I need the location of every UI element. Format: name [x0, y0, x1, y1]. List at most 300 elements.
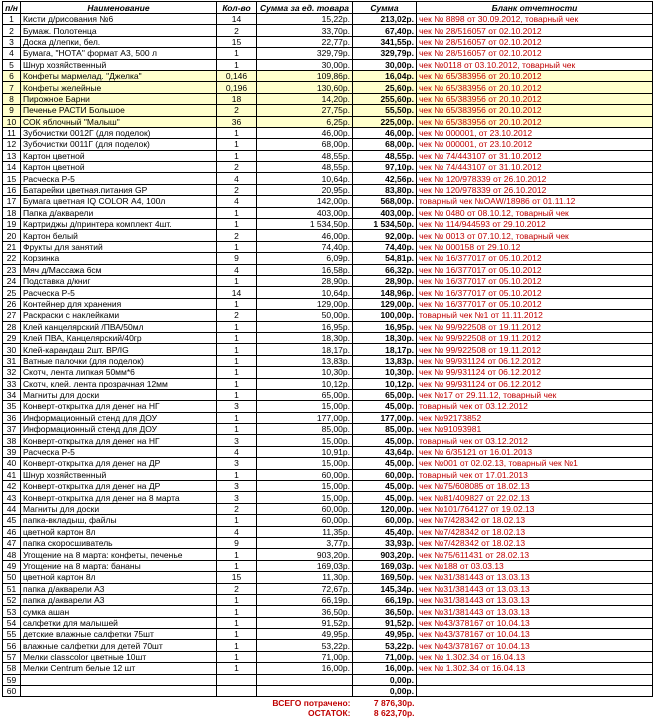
item-document: товарный чек от 17.01.2013 [417, 469, 653, 480]
header-unit-price: Сумма за ед. товара [257, 2, 353, 14]
row-number: 49 [3, 560, 21, 571]
table-row [3, 36, 653, 47]
balance-value: 8 623,70р. [373, 708, 415, 718]
item-document: чек №92173852 [417, 412, 653, 423]
item-sum: 66,32р. [353, 264, 417, 275]
table-row [3, 560, 653, 571]
item-unit-price: 53,22р. [257, 640, 353, 651]
item-unit-price: 11,30р. [257, 572, 353, 583]
item-document: чек № 65/383956 от 20.10.2012 [417, 105, 653, 116]
item-sum: 403,00р. [353, 207, 417, 218]
item-name: сумка ашан [21, 606, 217, 617]
item-name: Конверт-открытка для денег на ДР [21, 458, 217, 469]
item-qty: 1 [217, 367, 257, 378]
item-qty: 3 [217, 492, 257, 503]
item-name: Магниты для доски [21, 503, 217, 514]
item-qty: 1 [217, 549, 257, 560]
item-unit-price: 109,86р. [257, 70, 353, 81]
item-qty: 1 [217, 219, 257, 230]
item-document: товарный чек №1 от 11.11.2012 [417, 310, 653, 321]
item-document: чек №188 от 03.03.13 [417, 560, 653, 571]
item-document: чек № 6/35121 от 16.01.2013 [417, 446, 653, 457]
item-sum: 255,60р. [353, 93, 417, 104]
item-unit-price: 16,58р. [257, 264, 353, 275]
table-row [3, 378, 653, 389]
row-number: 40 [3, 458, 21, 469]
item-qty [217, 674, 257, 685]
header-qty: Кол-во [217, 2, 257, 14]
table-row [3, 127, 653, 138]
item-name: Мелки Centrum белые 12 шт [21, 663, 217, 674]
item-qty: 2 [217, 583, 257, 594]
table-row [3, 537, 653, 548]
item-unit-price: 1 534,50р. [257, 219, 353, 230]
row-number: 50 [3, 572, 21, 583]
item-document: товарный чек от 03.12.2012 [417, 435, 653, 446]
item-qty: 1 [217, 412, 257, 423]
item-name: Кисти д/рисования №6 [21, 14, 217, 25]
item-sum: 54,81р. [353, 253, 417, 264]
item-name: цветной картон 8л [21, 526, 217, 537]
item-unit-price: 10,64р. [257, 287, 353, 298]
row-number: 5 [3, 59, 21, 70]
item-qty: 1 [217, 241, 257, 252]
item-document: чек № 99/922508 от 19.11.2012 [417, 332, 653, 343]
table-row [3, 469, 653, 480]
row-number: 45 [3, 515, 21, 526]
item-unit-price: 60,00р. [257, 503, 353, 514]
table-row [3, 458, 653, 469]
item-sum: 91,52р. [353, 617, 417, 628]
item-name: Бумага, "НОТА" формат А3, 500 л [21, 48, 217, 59]
row-number: 31 [3, 355, 21, 366]
item-sum: 0,00р. [353, 674, 417, 685]
table-row [3, 298, 653, 309]
item-name: Пирожное Барни [21, 93, 217, 104]
item-name [21, 686, 217, 697]
item-document: чек №43/378167 от 10.04.13 [417, 617, 653, 628]
header-sum: Сумма [353, 2, 417, 14]
item-name: Печенье РАСТИ Большое [21, 105, 217, 116]
item-unit-price: 10,12р. [257, 378, 353, 389]
item-sum: 177,00р. [353, 412, 417, 423]
item-sum: 28,90р. [353, 275, 417, 286]
item-sum: 903,20р. [353, 549, 417, 560]
table-row [3, 503, 653, 514]
item-document: чек № 28/516057 от 02.10.2012 [417, 25, 653, 36]
item-sum: 43,64р. [353, 446, 417, 457]
row-number: 39 [3, 446, 21, 457]
item-qty: 1 [217, 59, 257, 70]
item-unit-price: 13,83р. [257, 355, 353, 366]
item-document: чек № 65/383956 от 20.10.2012 [417, 82, 653, 93]
item-sum: 568,00р. [353, 196, 417, 207]
item-qty: 3 [217, 401, 257, 412]
row-number: 21 [3, 241, 21, 252]
item-document: чек № 74/443107 от 31.10.2012 [417, 162, 653, 173]
item-unit-price: 10,64р. [257, 173, 353, 184]
item-document: чек № 65/383956 от 20.10.2012 [417, 70, 653, 81]
table-row [3, 435, 653, 446]
item-sum: 42,56р. [353, 173, 417, 184]
table-row [3, 150, 653, 161]
item-qty: 1 [217, 275, 257, 286]
item-qty: 1 [217, 424, 257, 435]
item-name: Магниты для доски [21, 389, 217, 400]
row-number: 41 [3, 469, 21, 480]
item-sum: 129,00р. [353, 298, 417, 309]
row-number: 54 [3, 617, 21, 628]
row-number: 55 [3, 629, 21, 640]
row-number: 38 [3, 435, 21, 446]
item-unit-price: 85,00р. [257, 424, 353, 435]
item-unit-price: 91,52р. [257, 617, 353, 628]
item-name: Клей ПВА, Канцелярский/40гр [21, 332, 217, 343]
table-row [3, 481, 653, 492]
item-name: Расческа Р-5 [21, 446, 217, 457]
item-unit-price: 15,00р. [257, 492, 353, 503]
item-sum: 10,30р. [353, 367, 417, 378]
row-number: 36 [3, 412, 21, 423]
item-qty: 1 [217, 344, 257, 355]
item-qty: 2 [217, 503, 257, 514]
item-document: чек № 120/978339 от 26.10.2012 [417, 184, 653, 195]
item-unit-price: 68,00р. [257, 139, 353, 150]
table-row [3, 515, 653, 526]
item-name: Шнур хозяйственный [21, 59, 217, 70]
item-unit-price: 60,00р. [257, 515, 353, 526]
item-sum: 97,10р. [353, 162, 417, 173]
balance-row [3, 708, 653, 718]
item-qty: 4 [217, 196, 257, 207]
row-number: 11 [3, 127, 21, 138]
row-number: 60 [3, 686, 21, 697]
item-qty: 2 [217, 310, 257, 321]
table-row [3, 93, 653, 104]
item-name: Конверт-открытка для денег на НГ [21, 401, 217, 412]
item-unit-price: 46,00р. [257, 230, 353, 241]
item-name: Бумаж. Полотенца [21, 25, 217, 36]
item-unit-price: 14,20р. [257, 93, 353, 104]
item-name: папка-вкладыш, файлы [21, 515, 217, 526]
item-document: чек № 8898 от 30.09.2012, товарный чек [417, 14, 653, 25]
item-name: цветной картон 8л [21, 572, 217, 583]
item-sum: 67,40р. [353, 25, 417, 36]
row-number: 59 [3, 674, 21, 685]
table-row [3, 219, 653, 230]
item-sum: 60,00р. [353, 469, 417, 480]
item-document [417, 686, 653, 697]
item-document: чек № 99/922508 от 19.11.2012 [417, 344, 653, 355]
item-document: чек №101/764127 от 19.02.13 [417, 503, 653, 514]
row-number: 6 [3, 70, 21, 81]
item-unit-price: 10,30р. [257, 367, 353, 378]
item-name: Конфеты мармелад. "Джелка" [21, 70, 217, 81]
row-number: 43 [3, 492, 21, 503]
item-unit-price: 6,25р. [257, 116, 353, 127]
item-name: папка д/акварели А3 [21, 594, 217, 605]
item-name: Мелки classcolor цветные 10шт [21, 651, 217, 662]
item-sum: 145,34р. [353, 583, 417, 594]
row-number: 53 [3, 606, 21, 617]
table-row [3, 526, 653, 537]
row-number: 15 [3, 173, 21, 184]
row-number: 58 [3, 663, 21, 674]
item-unit-price: 6,09р. [257, 253, 353, 264]
row-number: 17 [3, 196, 21, 207]
item-unit-price: 18,17р. [257, 344, 353, 355]
item-sum: 46,00р. [353, 127, 417, 138]
item-qty: 1 [217, 629, 257, 640]
row-number: 22 [3, 253, 21, 264]
item-qty: 15 [217, 572, 257, 583]
table-row [3, 446, 653, 457]
row-number: 30 [3, 344, 21, 355]
item-sum: 148,96р. [353, 287, 417, 298]
item-qty: 9 [217, 253, 257, 264]
table-row [3, 173, 653, 184]
item-name: папка д/акварели А3 [21, 583, 217, 594]
table-row [3, 116, 653, 127]
table-body [3, 14, 653, 697]
table-row [3, 196, 653, 207]
item-unit-price: 20,95р. [257, 184, 353, 195]
item-document: чек № 16/377017 от 05.10.2012 [417, 275, 653, 286]
item-sum: 45,40р. [353, 526, 417, 537]
item-unit-price: 11,35р. [257, 526, 353, 537]
item-name: Подставка д/книг [21, 275, 217, 286]
item-document: чек №43/378167 от 10.04.13 [417, 629, 653, 640]
item-name: Батарейки цветная.питания GP [21, 184, 217, 195]
item-document: чек №75/608085 от 18.02.13 [417, 481, 653, 492]
table-row [3, 606, 653, 617]
item-qty: 0,196 [217, 82, 257, 93]
table-row [3, 583, 653, 594]
item-sum: 0,00р. [353, 686, 417, 697]
table-row [3, 25, 653, 36]
item-name: Доска д/лепки, бел. [21, 36, 217, 47]
table-row [3, 492, 653, 503]
item-name: Корзинка [21, 253, 217, 264]
item-sum: 53,22р. [353, 640, 417, 651]
row-number: 34 [3, 389, 21, 400]
item-qty [217, 686, 257, 697]
item-sum: 92,00р. [353, 230, 417, 241]
row-number: 51 [3, 583, 21, 594]
item-sum: 60,00р. [353, 515, 417, 526]
total-spent-row [3, 697, 653, 708]
item-document: чек №0118 от 03.10.2012, товарный чек [417, 59, 653, 70]
table-row [3, 275, 653, 286]
item-document: чек №7/428342 от 18.02.13 [417, 537, 653, 548]
item-qty: 1 [217, 606, 257, 617]
item-unit-price: 169,03р. [257, 560, 353, 571]
item-document: чек № 16/377017 от 05.10.2012 [417, 298, 653, 309]
item-qty: 1 [217, 651, 257, 662]
table-row [3, 355, 653, 366]
item-sum: 71,00р. [353, 651, 417, 662]
item-document: чек №31/381443 от 13.03.13 [417, 594, 653, 605]
item-unit-price: 74,40р. [257, 241, 353, 252]
row-number: 44 [3, 503, 21, 514]
item-qty: 36 [217, 116, 257, 127]
item-unit-price: 15,00р. [257, 458, 353, 469]
item-name: Зубочистки 0011Г (для поделок) [21, 139, 217, 150]
item-qty: 1 [217, 150, 257, 161]
item-document: чек №31/381443 от 13.03.13 [417, 606, 653, 617]
item-sum: 48,55р. [353, 150, 417, 161]
item-qty: 1 [217, 594, 257, 605]
item-document: чек № 16/377017 от 05.10.2012 [417, 253, 653, 264]
table-row [3, 162, 653, 173]
table-row [3, 14, 653, 25]
item-name: СОК яблочный "Малыш" [21, 116, 217, 127]
item-name [21, 674, 217, 685]
item-sum: 65,00р. [353, 389, 417, 400]
item-sum: 45,00р. [353, 401, 417, 412]
item-unit-price: 72,67р. [257, 583, 353, 594]
table-row [3, 48, 653, 59]
item-unit-price: 15,00р. [257, 435, 353, 446]
item-name: Картриджы д/принтера комплект 4шт. [21, 219, 217, 230]
item-document: чек № 74/443107 от 31.10.2012 [417, 150, 653, 161]
table-row [3, 310, 653, 321]
table-row [3, 686, 653, 697]
item-qty: 2 [217, 25, 257, 36]
item-name: Зубочистки 0012Г (для поделок) [21, 127, 217, 138]
row-number: 7 [3, 82, 21, 93]
item-document: чек № 000001, от 23.10.2012 [417, 127, 653, 138]
item-document: чек №31/381443 от 13.03.13 [417, 583, 653, 594]
item-document: чек № 120/978339 от 26.10.2012 [417, 173, 653, 184]
row-number: 25 [3, 287, 21, 298]
item-sum: 45,00р. [353, 481, 417, 492]
item-sum: 16,04р. [353, 70, 417, 81]
item-qty: 2 [217, 162, 257, 173]
item-sum: 30,00р. [353, 59, 417, 70]
item-sum: 33,93р. [353, 537, 417, 548]
header-row [3, 2, 653, 14]
item-sum: 18,30р. [353, 332, 417, 343]
table-row [3, 70, 653, 81]
item-sum: 49,95р. [353, 629, 417, 640]
row-number: 1 [3, 14, 21, 25]
item-unit-price: 49,95р. [257, 629, 353, 640]
item-document: товарный чек от 03.12.2012 [417, 401, 653, 412]
item-document: чек № 99/922508 от 19.11.2012 [417, 321, 653, 332]
item-qty: 1 [217, 560, 257, 571]
table-row [3, 230, 653, 241]
item-name: детские влажные салфетки 75шт [21, 629, 217, 640]
item-unit-price: 142,00р. [257, 196, 353, 207]
row-number: 37 [3, 424, 21, 435]
item-sum: 100,00р. [353, 310, 417, 321]
item-document: чек №17 от 29.11.12, товарный чек [417, 389, 653, 400]
item-unit-price [257, 686, 353, 697]
expense-table [2, 1, 653, 718]
item-qty: 4 [217, 446, 257, 457]
item-document [417, 674, 653, 685]
item-document: чек № 99/931124 от 06.12.2012 [417, 367, 653, 378]
item-name: Скотч, клей. лента прозрачная 12мм [21, 378, 217, 389]
item-qty: 1 [217, 663, 257, 674]
item-name: Раскраски с наклейками [21, 310, 217, 321]
item-unit-price: 903,20р. [257, 549, 353, 560]
item-qty: 1 [217, 298, 257, 309]
row-number: 28 [3, 321, 21, 332]
table-row [3, 321, 653, 332]
row-number: 46 [3, 526, 21, 537]
item-unit-price: 65,00р. [257, 389, 353, 400]
item-name: папка скоросшиватель [21, 537, 217, 548]
item-unit-price: 329,79р. [257, 48, 353, 59]
row-number: 57 [3, 651, 21, 662]
row-number: 42 [3, 481, 21, 492]
item-name: Картон цветной [21, 162, 217, 173]
item-qty: 1 [217, 469, 257, 480]
row-number: 33 [3, 378, 21, 389]
row-number: 32 [3, 367, 21, 378]
table-row [3, 401, 653, 412]
item-unit-price: 50,00р. [257, 310, 353, 321]
table-row [3, 412, 653, 423]
table-row [3, 663, 653, 674]
item-name: Угощение на 8 марта: конфеты, печенье [21, 549, 217, 560]
item-sum: 45,00р. [353, 492, 417, 503]
table-row [3, 241, 653, 252]
item-sum: 74,40р. [353, 241, 417, 252]
item-name: Конверт-открытка для денег на НГ [21, 435, 217, 446]
item-qty: 1 [217, 640, 257, 651]
item-document: чек №81/409827 от 22.02.13 [417, 492, 653, 503]
item-name: Ватные палочки (для поделок) [21, 355, 217, 366]
item-sum: 85,00р. [353, 424, 417, 435]
item-unit-price: 403,00р. [257, 207, 353, 218]
item-qty: 3 [217, 481, 257, 492]
item-sum: 329,79р. [353, 48, 417, 59]
item-unit-price: 22,77р. [257, 36, 353, 47]
table-row [3, 253, 653, 264]
item-sum: 45,00р. [353, 458, 417, 469]
item-name: Клей канцелярский /ПВА/50мл [21, 321, 217, 332]
table-row [3, 82, 653, 93]
item-sum: 169,03р. [353, 560, 417, 571]
item-document: чек №75/611431 от 28.02.13 [417, 549, 653, 560]
row-number: 48 [3, 549, 21, 560]
table-row [3, 594, 653, 605]
item-document: чек № 0480 от 08.10.12, товарный чек [417, 207, 653, 218]
row-number: 35 [3, 401, 21, 412]
item-document: чек №91093981 [417, 424, 653, 435]
row-number: 14 [3, 162, 21, 173]
table-row [3, 264, 653, 275]
balance-label: ОСТАТОК: [307, 708, 351, 718]
item-unit-price: 129,00р. [257, 298, 353, 309]
item-sum: 213,02р. [353, 14, 417, 25]
item-name: Бумага цветная IQ COLOR А4, 100л [21, 196, 217, 207]
item-qty: 1 [217, 139, 257, 150]
item-qty: 14 [217, 287, 257, 298]
item-unit-price: 66,19р. [257, 594, 353, 605]
item-document: чек № 000001, от 23.10.2012 [417, 139, 653, 150]
item-sum: 66,19р. [353, 594, 417, 605]
item-document: чек № 16/377017 от 05.10.2012 [417, 287, 653, 298]
item-sum: 25,60р. [353, 82, 417, 93]
item-qty: 4 [217, 173, 257, 184]
table-row [3, 105, 653, 116]
item-name: Картон белый [21, 230, 217, 241]
item-unit-price: 15,00р. [257, 481, 353, 492]
